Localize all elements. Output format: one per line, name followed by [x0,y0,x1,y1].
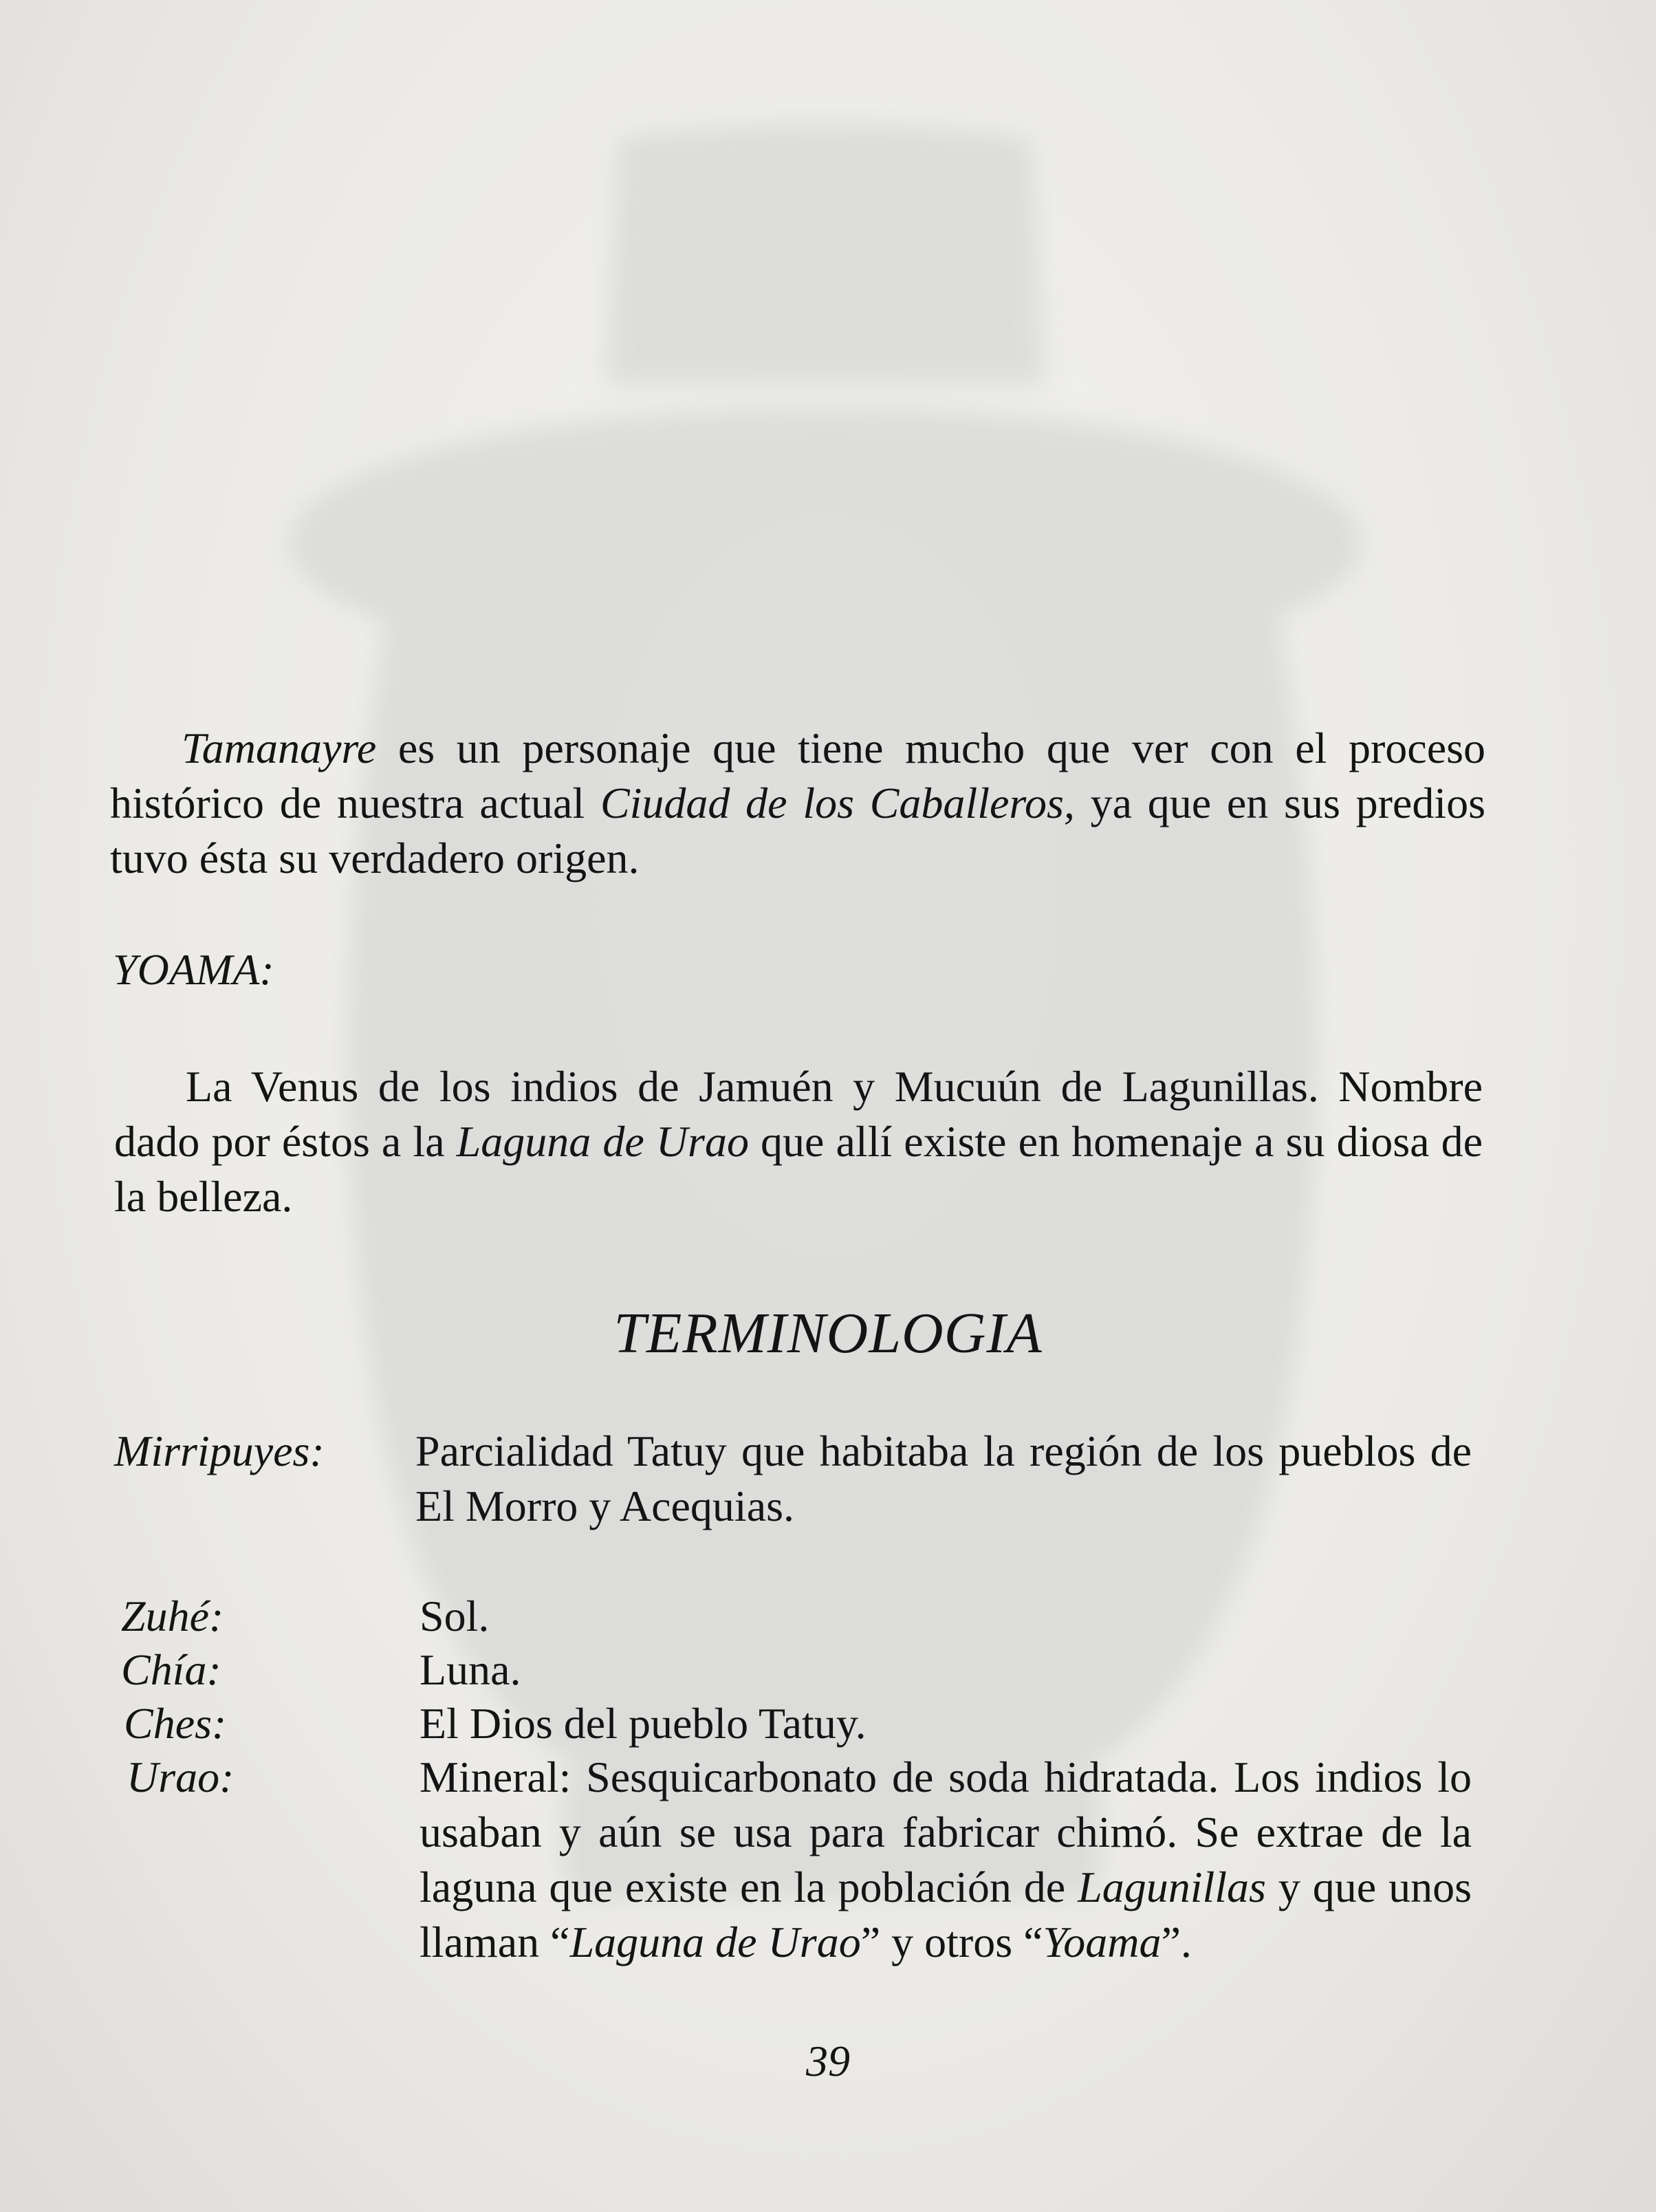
term-definition: Parcialidad Tatuy que habitaba la región de los pueblos de El Morro y Acequias. [415,1427,1472,1530]
term-row-zuhe [0,1589,1656,1644]
term-row-mirripuyes [0,1424,1656,1548]
term-definition [420,1750,1472,1970]
place-name: Lagunillas [1078,1863,1266,1911]
section-title: TERMINOLOGIA [613,1301,1043,1365]
term-label: Chía: [121,1645,221,1694]
term-tamanayre: Tamanayre [182,724,377,772]
paragraph-tamanayre [110,721,1485,886]
paragraph-text: es un personaje que tiene mucho que ver con el proceso histórico de nuestra actual [110,724,1485,827]
subheading-yoama: YOAMA: [113,945,274,994]
term-row-chia [0,1642,1656,1698]
term-label: Mirripuyes: [114,1427,325,1475]
term-row-urao [0,1750,1656,2025]
paragraph-text: ya que en sus predios tuvo ésta su verdadero origen. [110,779,1486,882]
term-row-ches [0,1696,1656,1751]
paragraph-text: La Venus de los indios de Jamuén y Mucuún de Lagunillas. Nombre dado por éstos a la [114,1062,1483,1166]
place-name: Laguna de Urao [456,1117,749,1166]
place-name: Ciudad de los Caballeros, [600,779,1075,827]
term-label: Ches: [124,1699,227,1748]
page-number: 39 [806,2037,850,2085]
definition-text: ”. [1161,1918,1192,1966]
definition-text: ” y otros “ [860,1918,1043,1966]
paragraph-yoama [114,1059,1483,1224]
place-name: Yoama [1043,1918,1162,1966]
paragraph-text: que allí existe en homenaje a su diosa de la belleza. [114,1117,1483,1221]
term-label: Zuhé: [121,1592,224,1640]
definition-text: y que unos llaman “ [420,1863,1472,1966]
term-definition: El Dios del pueblo Tatuy. [420,1699,867,1748]
definition-text: Mineral: Sesquicarbonato de soda hidratada. Los indios lo usaban y aún se usa para fabricar chimó. Se extrae de la laguna que existe en la población de [420,1753,1472,1911]
term-definition: Luna. [420,1645,521,1694]
term-label: Urao: [127,1753,235,1801]
term-definition: Sol. [420,1592,490,1640]
place-name: Laguna de Urao [569,1918,861,1966]
